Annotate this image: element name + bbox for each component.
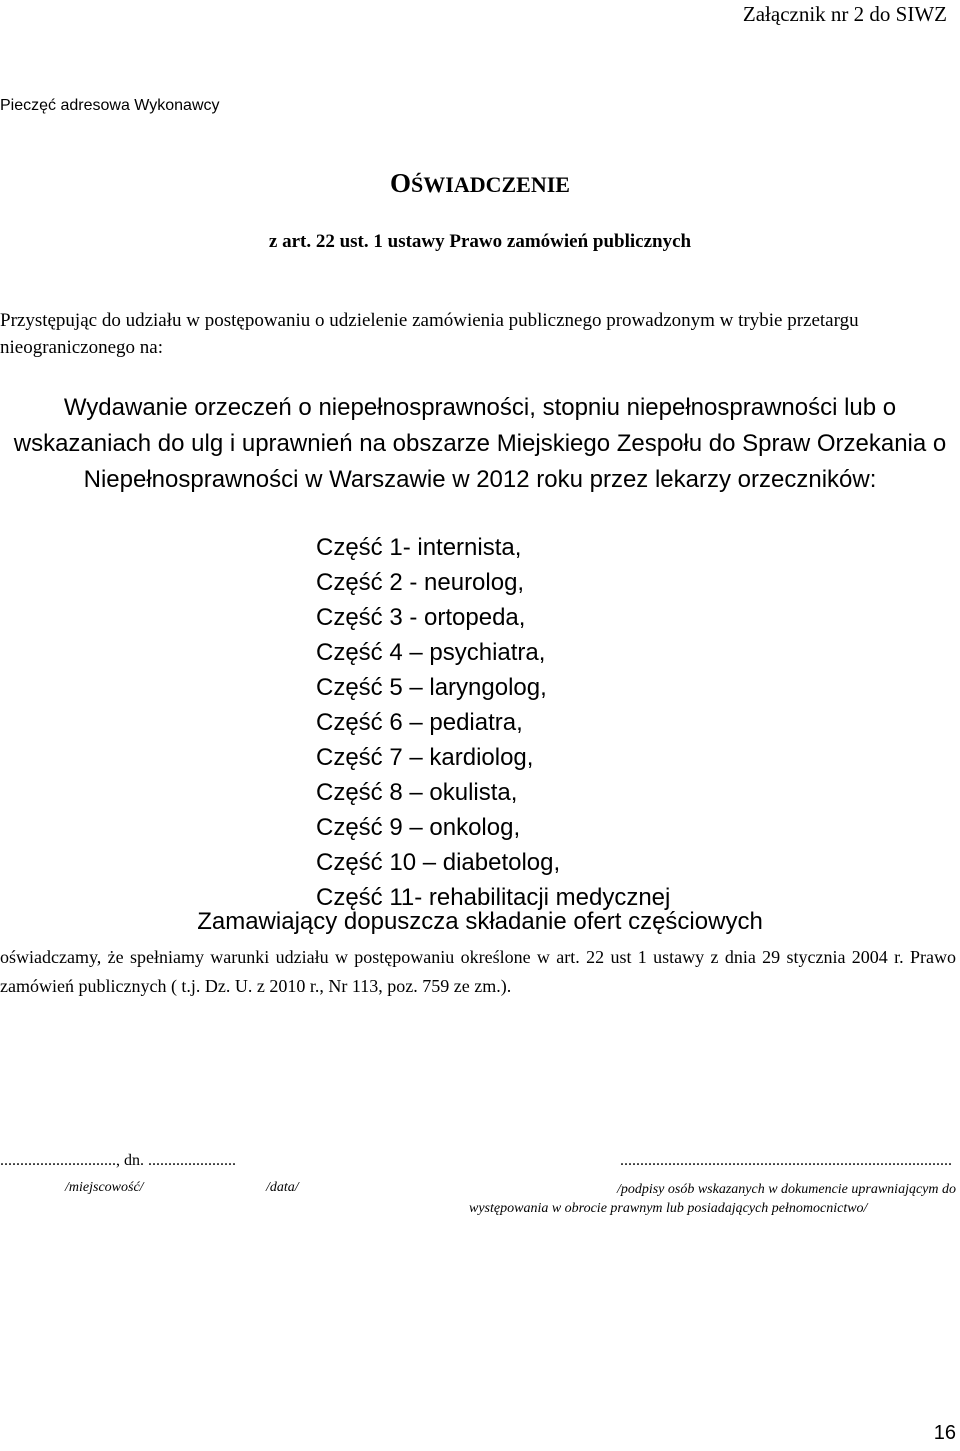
part-item: Część 7 – kardiolog,	[316, 744, 534, 771]
signature-caption-line-2: występowania w obrocie prawnym lub posiadających pełnomocnictwo/	[469, 1201, 868, 1216]
declaration-paragraph: oświadczamy, że spełniamy warunki udziału w postępowaniu określone w art. 22 ust 1 ustawy z dnia 29 stycznia 2004 r. Prawo zamówień publicznych ( t.j. Dz. U. z 2010 r., Nr 113, poz. 759 ze zm.).	[0, 947, 956, 996]
page-number: 16	[933, 1422, 956, 1444]
tender-subject: Wydawanie orzeczeń o niepełnosprawności, stopniu niepełnosprawności lub o wskazaniach do ulg i uprawnień na obszarze Miejskiego Zespołu do Spraw Orzekania o Niepełnosprawności w Warszawie w 2012 roku przez lekarzy orzeczników:	[13, 394, 947, 493]
place-caption: /miejscowość/	[65, 1180, 144, 1195]
part-item: Część 11- rehabilitacji medycznej	[316, 884, 671, 911]
part-item: Część 9 – onkolog,	[316, 814, 521, 841]
contractor-stamp-label: Pieczęć adresowa Wykonawcy	[0, 97, 220, 114]
partial-offers-note: Zamawiający dopuszcza składanie ofert częściowych	[197, 908, 763, 935]
part-item: Część 3 - ortopeda,	[316, 604, 526, 631]
intro-paragraph: Przystępując do udziału w postępowaniu o udzielenie zamówienia publicznego prowadzonym w trybie przetargu nieograniczonego na:	[0, 310, 859, 358]
signature-line: ...................................................................................	[620, 1152, 952, 1169]
place-date-line: ............................., dn. ......................	[0, 1152, 236, 1169]
part-item: Część 4 – psychiatra,	[316, 639, 546, 666]
part-item: Część 10 – diabetolog,	[316, 849, 561, 876]
part-item: Część 1- internista,	[316, 534, 522, 561]
title-rest: ŚWIADCZENIE	[411, 172, 570, 197]
date-caption: /data/	[266, 1180, 299, 1195]
attachment-label: Załącznik nr 2 do SIWZ	[742, 2, 947, 26]
part-item: Część 8 – okulista,	[316, 779, 518, 806]
part-item: Część 6 – pediatra,	[316, 709, 523, 736]
signature-caption	[469, 1180, 956, 1218]
title-first-letter: O	[390, 168, 412, 198]
parts-list	[316, 530, 670, 915]
signature-caption-line-1: /podpisy osób wskazanych w dokumencie uprawniającym do	[616, 1182, 956, 1197]
document-subtitle: z art. 22 ust. 1 ustawy Prawo zamówień publicznych	[268, 231, 692, 252]
document-title	[0, 168, 960, 199]
part-item: Część 5 – laryngolog,	[316, 674, 547, 701]
part-item: Część 2 - neurolog,	[316, 569, 525, 596]
